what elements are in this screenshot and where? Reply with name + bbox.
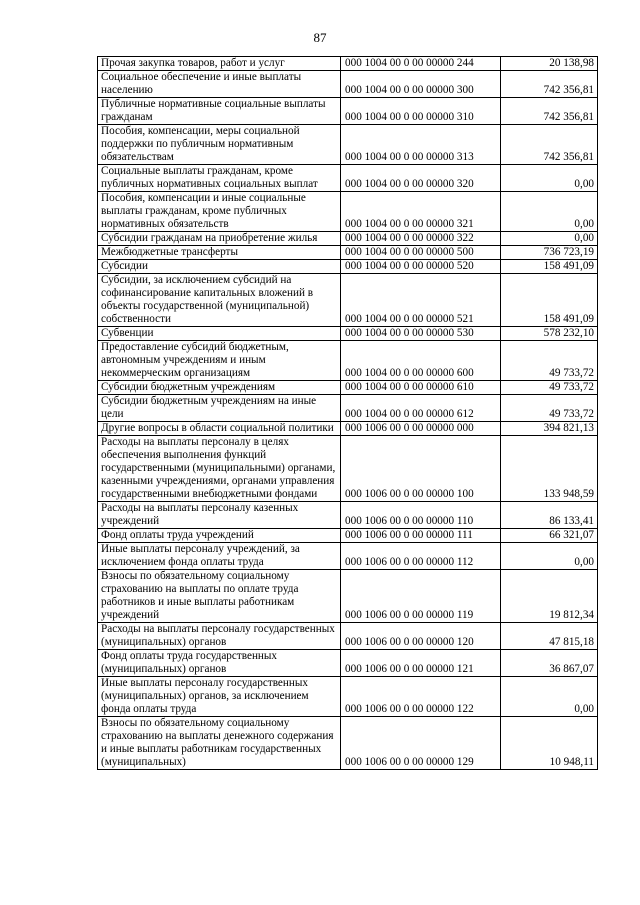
row-amount-cell: 49 733,72 (501, 341, 598, 381)
table-row (98, 650, 598, 677)
row-code-cell: 000 1006 00 0 00 00000 111 (341, 529, 501, 543)
row-name-cell: Фонд оплаты труда учреждений (98, 529, 341, 543)
table-row (98, 623, 598, 650)
row-name-cell: Иные выплаты персоналу государственных (муниципальных) органов, за исключением фонда оплаты труда (98, 677, 341, 717)
row-amount-cell: 0,00 (501, 677, 598, 717)
row-code-cell: 000 1004 00 0 00 00000 521 (341, 274, 501, 327)
table-row (98, 125, 598, 165)
row-name-cell: Публичные нормативные социальные выплаты гражданам (98, 98, 341, 125)
row-name-cell: Субсидии гражданам на приобретение жилья (98, 232, 341, 246)
row-name-cell: Субсидии бюджетным учреждениям (98, 381, 341, 395)
row-name-cell: Прочая закупка товаров, работ и услуг (98, 57, 341, 71)
table-row (98, 341, 598, 381)
row-amount-cell: 66 321,07 (501, 529, 598, 543)
row-name-cell: Межбюджетные трансферты (98, 246, 341, 260)
row-code-cell: 000 1004 00 0 00 00000 600 (341, 341, 501, 381)
table-row (98, 543, 598, 570)
row-code-cell: 000 1006 00 0 00 00000 122 (341, 677, 501, 717)
row-code-cell: 000 1004 00 0 00 00000 313 (341, 125, 501, 165)
row-code-cell: 000 1006 00 0 00 00000 110 (341, 502, 501, 529)
row-code-cell: 000 1004 00 0 00 00000 321 (341, 192, 501, 232)
row-name-cell: Субвенции (98, 327, 341, 341)
row-code-cell: 000 1006 00 0 00 00000 129 (341, 717, 501, 770)
row-amount-cell: 86 133,41 (501, 502, 598, 529)
row-name-cell: Расходы на выплаты персоналу государственных (муниципальных) органов (98, 623, 341, 650)
table-row (98, 529, 598, 543)
row-amount-cell: 36 867,07 (501, 650, 598, 677)
row-name-cell: Социальные выплаты гражданам, кроме публичных нормативных социальных выплат (98, 165, 341, 192)
row-amount-cell: 47 815,18 (501, 623, 598, 650)
row-name-cell: Расходы на выплаты персоналу в целях обеспечения выполнения функций государственными (муниципальными) органами, казенными учреждениями, органами управления государственными внебюджетными фондами (98, 436, 341, 502)
row-code-cell: 000 1004 00 0 00 00000 244 (341, 57, 501, 71)
row-code-cell: 000 1004 00 0 00 00000 500 (341, 246, 501, 260)
row-name-cell: Фонд оплаты труда государственных (муниципальных) органов (98, 650, 341, 677)
row-code-cell: 000 1004 00 0 00 00000 530 (341, 327, 501, 341)
row-amount-cell: 158 491,09 (501, 260, 598, 274)
row-name-cell: Пособия, компенсации, меры социальной поддержки по публичным нормативным обязательствам (98, 125, 341, 165)
table-row (98, 570, 598, 623)
row-amount-cell: 742 356,81 (501, 98, 598, 125)
row-name-cell: Расходы на выплаты персоналу казенных учреждений (98, 502, 341, 529)
row-name-cell: Субсидии (98, 260, 341, 274)
row-amount-cell: 736 723,19 (501, 246, 598, 260)
row-amount-cell: 742 356,81 (501, 125, 598, 165)
table-row (98, 274, 598, 327)
table-row (98, 422, 598, 436)
row-amount-cell: 49 733,72 (501, 381, 598, 395)
table-row (98, 260, 598, 274)
row-name-cell: Социальное обеспечение и иные выплаты населению (98, 71, 341, 98)
row-amount-cell: 133 948,59 (501, 436, 598, 502)
row-amount-cell: 0,00 (501, 192, 598, 232)
row-amount-cell: 578 232,10 (501, 327, 598, 341)
table-row (98, 327, 598, 341)
row-code-cell: 000 1006 00 0 00 00000 120 (341, 623, 501, 650)
table-row (98, 192, 598, 232)
table-row (98, 677, 598, 717)
row-name-cell: Другие вопросы в области социальной политики (98, 422, 341, 436)
row-name-cell: Субсидии, за исключением субсидий на софинансирование капитальных вложений в объекты государственной (муниципальной) собственности (98, 274, 341, 327)
row-amount-cell: 0,00 (501, 543, 598, 570)
row-amount-cell: 0,00 (501, 232, 598, 246)
row-name-cell: Иные выплаты персоналу учреждений, за исключением фонда оплаты труда (98, 543, 341, 570)
table-row (98, 165, 598, 192)
row-amount-cell: 158 491,09 (501, 274, 598, 327)
table-row (98, 395, 598, 422)
table-row (98, 98, 598, 125)
row-code-cell: 000 1006 00 0 00 00000 112 (341, 543, 501, 570)
table-row (98, 232, 598, 246)
table-row (98, 71, 598, 98)
row-amount-cell: 0,00 (501, 165, 598, 192)
table-row (98, 246, 598, 260)
row-code-cell: 000 1004 00 0 00 00000 300 (341, 71, 501, 98)
row-name-cell: Взносы по обязательному социальному страхованию на выплаты денежного содержания и иные выплаты работникам государственных (муниципальных) (98, 717, 341, 770)
row-code-cell: 000 1006 00 0 00 00000 119 (341, 570, 501, 623)
budget-table-body (98, 57, 598, 770)
row-name-cell: Пособия, компенсации и иные социальные выплаты гражданам, кроме публичных нормативных обязательств (98, 192, 341, 232)
row-code-cell: 000 1004 00 0 00 00000 320 (341, 165, 501, 192)
table-row (98, 717, 598, 770)
row-name-cell: Предоставление субсидий бюджетным, автономным учреждениям и иным некоммерческим организациям (98, 341, 341, 381)
row-amount-cell: 742 356,81 (501, 71, 598, 98)
row-code-cell: 000 1006 00 0 00 00000 121 (341, 650, 501, 677)
row-amount-cell: 49 733,72 (501, 395, 598, 422)
row-amount-cell: 10 948,11 (501, 717, 598, 770)
table-row (98, 381, 598, 395)
table-row (98, 502, 598, 529)
row-code-cell: 000 1004 00 0 00 00000 610 (341, 381, 501, 395)
page-number: 87 (313, 30, 327, 45)
table-row (98, 436, 598, 502)
row-amount-cell: 20 138,98 (501, 57, 598, 71)
row-amount-cell: 394 821,13 (501, 422, 598, 436)
table-row (98, 57, 598, 71)
row-name-cell: Субсидии бюджетным учреждениям на иные цели (98, 395, 341, 422)
row-code-cell: 000 1004 00 0 00 00000 520 (341, 260, 501, 274)
row-name-cell: Взносы по обязательному социальному страхованию на выплаты по оплате труда работников и иные выплаты работникам учреждений (98, 570, 341, 623)
row-code-cell: 000 1004 00 0 00 00000 310 (341, 98, 501, 125)
row-amount-cell: 19 812,34 (501, 570, 598, 623)
budget-table (97, 56, 598, 770)
row-code-cell: 000 1004 00 0 00 00000 612 (341, 395, 501, 422)
row-code-cell: 000 1004 00 0 00 00000 322 (341, 232, 501, 246)
row-code-cell: 000 1006 00 0 00 00000 100 (341, 436, 501, 502)
row-code-cell: 000 1006 00 0 00 00000 000 (341, 422, 501, 436)
